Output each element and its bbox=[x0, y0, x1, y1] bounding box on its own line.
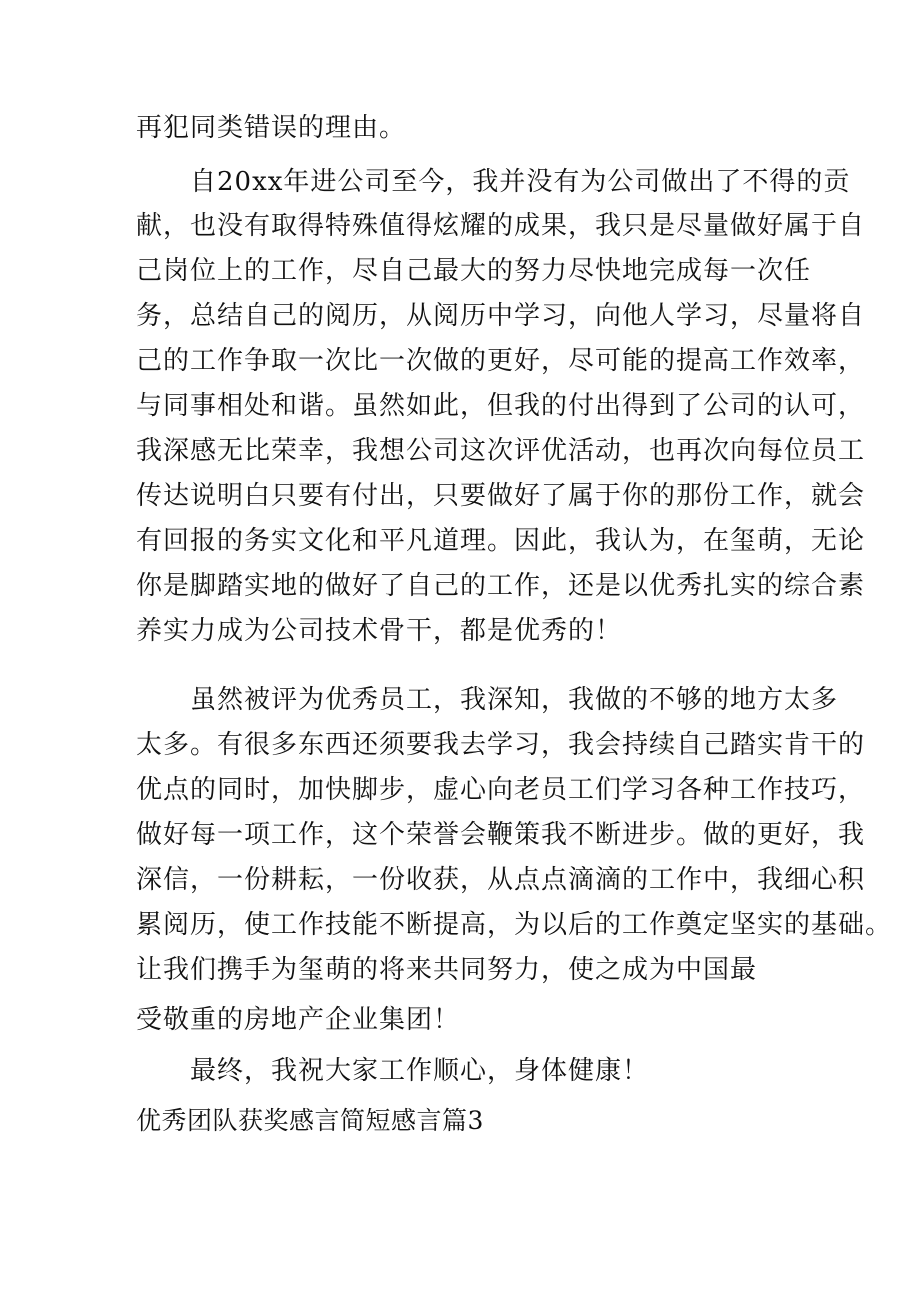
text-line: 己的工作争取一次比一次做的更好，尽可能的提高工作效率， bbox=[136, 346, 866, 376]
section-heading: 优秀团队获奖感言简短感言篇3 bbox=[136, 1106, 484, 1135]
text-line: 与同事相处和谐。虽然如此，但我的付出得到了公司的认可， bbox=[136, 391, 866, 421]
text-line: 做好每一项工作，这个荣誉会鞭策我不断进步。做的更好，我 bbox=[136, 820, 866, 850]
text-line: 你是脚踏实地的做好了自己的工作，还是以优秀扎实的综合素 bbox=[136, 571, 866, 601]
text-line: 献，也没有取得特殊值得炫耀的成果，我只是尽量做好属于自 bbox=[136, 211, 866, 241]
text-line: 太多。有很多东西还须要我去学习，我会持续自己踏实肯干的 bbox=[136, 730, 866, 760]
text-line: 务，总结自己的阅历，从阅历中学习，向他人学习，尽量将自 bbox=[136, 301, 866, 331]
text-line: 让我们携手为玺萌的将来共同努力，使之成为中国最 bbox=[136, 955, 758, 985]
text-line: 虽然被评为优秀员工，我深知，我做的不够的地方太多 bbox=[190, 685, 839, 715]
text-line: 我深感无比荣幸，我想公司这次评优活动，也再次向每位员工 bbox=[136, 436, 866, 466]
text-line: 自20xx年进公司至今，我并没有为公司做出了不得的贡 bbox=[190, 167, 851, 197]
text-line: 优点的同时，加快脚步，虚心向老员工们学习各种工作技巧， bbox=[136, 775, 866, 805]
text-line: 传达说明白只要有付出，只要做好了属于你的那份工作，就会 bbox=[136, 481, 866, 511]
text-line: 最终，我祝大家工作顺心，身体健康！ bbox=[190, 1056, 650, 1086]
text-line: 再犯同类错误的理由。 bbox=[136, 113, 407, 143]
text-line: 深信，一份耕耘，一份收获，从点点滴滴的工作中，我细心积 bbox=[136, 865, 866, 895]
text-line: 累阅历，使工作技能不断提高，为以后的工作奠定坚实的基础。 bbox=[136, 910, 893, 940]
text-line: 受敬重的房地产企业集团！ bbox=[136, 1005, 461, 1035]
text-line: 己岗位上的工作，尽自己最大的努力尽快地完成每一次任 bbox=[136, 256, 812, 286]
text-line: 养实力成为公司技术骨干，都是优秀的！ bbox=[136, 616, 623, 646]
text-line: 有回报的务实文化和平凡道理。因此，我认为，在玺萌，无论 bbox=[136, 526, 866, 556]
